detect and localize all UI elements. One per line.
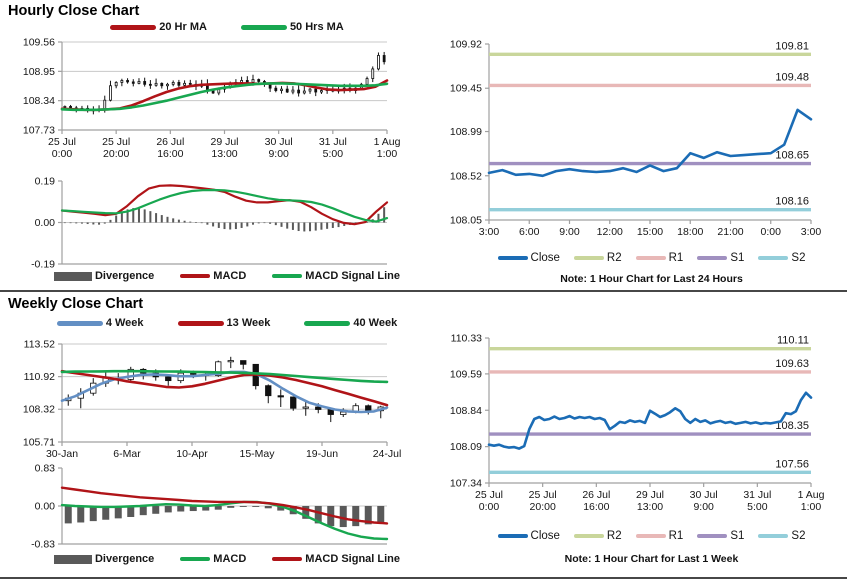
svg-text:25 Jul: 25 Jul (528, 489, 557, 501)
svg-text:108.52: 108.52 (449, 170, 482, 183)
legend-item-divergence (54, 270, 154, 282)
svg-text:15:00: 15:00 (636, 226, 664, 238)
legend-item-macd (180, 553, 246, 565)
svg-text:110.33: 110.33 (450, 332, 482, 345)
legend-label: Close (530, 252, 560, 264)
legend-swatch-divergence-icon (54, 272, 92, 281)
svg-text:105.71: 105.71 (22, 436, 55, 449)
svg-text:108.05: 108.05 (449, 214, 482, 227)
legend-label: 50 Hrs MA (289, 21, 344, 33)
level-line-s2 (489, 196, 811, 210)
level-line-r2 (489, 40, 811, 54)
legend-swatch-macd-icon (180, 274, 210, 278)
legend-item-macd-signal-line (272, 553, 400, 565)
svg-text:9:00: 9:00 (268, 148, 289, 160)
hourly-pivot-chart (432, 36, 847, 246)
svg-text:30 Jul: 30 Jul (689, 489, 718, 501)
legend-item-macd (180, 270, 246, 282)
svg-text:25 Jul: 25 Jul (474, 489, 504, 501)
legend-swatch-s1-icon (697, 256, 727, 260)
legend-label: 13 Week (226, 317, 271, 329)
hourly-price-chart (0, 36, 432, 170)
series-line-macd (62, 502, 387, 539)
svg-text:15-May: 15-May (239, 448, 275, 460)
legend-swatch-13-week-icon (178, 321, 224, 326)
legend-label: MACD (213, 270, 247, 282)
svg-text:19-Jun: 19-Jun (305, 448, 339, 460)
legend-item-13-week (178, 317, 271, 329)
hourly-macd-chart (0, 170, 432, 270)
svg-text:21:00: 21:00 (717, 226, 744, 238)
svg-text:30 Jul: 30 Jul (264, 136, 293, 148)
svg-text:108.95: 108.95 (22, 65, 55, 78)
svg-text:109.56: 109.56 (22, 36, 55, 49)
svg-text:0.19: 0.19 (34, 175, 55, 188)
svg-text:31 Jul: 31 Jul (318, 136, 347, 148)
legend-item-s2 (758, 530, 805, 542)
legend-label: S1 (730, 530, 745, 542)
legend-swatch-r2-icon (574, 534, 604, 538)
svg-text:109.45: 109.45 (449, 82, 482, 95)
legend-item-s2 (758, 252, 805, 264)
legend-label: 40 Week (353, 317, 398, 329)
svg-text:16:00: 16:00 (583, 501, 610, 513)
svg-text:16:00: 16:00 (157, 148, 184, 160)
svg-text:0.00: 0.00 (34, 217, 55, 229)
legend-swatch-50-hrs-ma-icon (241, 25, 287, 30)
hourly-pivot-note: Note: 1 Hour Chart for Last 24 Hours (560, 273, 743, 285)
svg-text:0.00: 0.00 (34, 500, 55, 513)
close-line (489, 110, 811, 176)
svg-text:20:00: 20:00 (529, 501, 556, 513)
legend-swatch-r1-icon (636, 256, 666, 260)
page-bottom-divider (0, 577, 847, 579)
close-line (489, 393, 811, 449)
legend-swatch-macd-signal-line-icon (272, 274, 302, 278)
svg-text:109.59: 109.59 (449, 368, 482, 381)
weekly-macd-legend (62, 553, 401, 565)
hourly-section-title: Hourly Close Chart (8, 3, 140, 19)
legend-item-40-week (304, 317, 397, 329)
svg-text:9:00: 9:00 (559, 226, 580, 238)
svg-text:29 Jul: 29 Jul (635, 489, 665, 501)
svg-text:108.84: 108.84 (449, 404, 482, 417)
svg-text:31 Jul: 31 Jul (743, 489, 772, 501)
legend-label: Close (530, 530, 560, 542)
legend-swatch-s2-icon (758, 534, 788, 538)
svg-text:-0.83: -0.83 (31, 538, 55, 551)
svg-text:0:00: 0:00 (760, 226, 781, 238)
svg-text:0:00: 0:00 (478, 501, 500, 513)
legend-swatch-s2-icon (758, 256, 788, 260)
hourly-pivot-legend (489, 252, 814, 264)
weekly-pivot-chart (432, 330, 847, 530)
legend-label: S1 (730, 252, 745, 264)
series-line-macd-signal-line (62, 190, 387, 222)
legend-swatch-close-icon (498, 534, 528, 538)
hourly-macd-legend (62, 270, 401, 282)
svg-text:18:00: 18:00 (677, 226, 704, 238)
svg-text:0.83: 0.83 (34, 462, 55, 475)
weekly-price-legend (62, 317, 398, 329)
legend-swatch-macd-icon (180, 557, 210, 561)
legend-item-4-week (57, 317, 144, 329)
weekly-macd-chart (0, 458, 432, 550)
legend-label: 20 Hr MA (159, 21, 207, 33)
svg-text:13:00: 13:00 (636, 501, 664, 513)
svg-text:0:00: 0:00 (51, 148, 73, 160)
legend-swatch-close-icon (498, 256, 528, 260)
legend-label: R2 (606, 252, 622, 264)
legend-item-50-hrs-ma (241, 21, 344, 33)
legend-label: S2 (791, 530, 806, 542)
svg-text:109.81: 109.81 (775, 40, 809, 53)
legend-swatch-macd-signal-line-icon (272, 557, 302, 561)
legend-label: MACD Signal Line (305, 270, 401, 282)
legend-swatch-4-week-icon (57, 321, 103, 326)
weekly-section-title: Weekly Close Chart (8, 296, 144, 312)
svg-text:107.56: 107.56 (775, 458, 809, 471)
svg-text:29 Jul: 29 Jul (210, 136, 239, 148)
weekly-pivot-legend (489, 530, 814, 542)
legend-label: R2 (606, 530, 622, 542)
legend-swatch-40-week-icon (304, 321, 350, 326)
legend-item-s1 (697, 530, 744, 542)
level-line-r1 (489, 71, 811, 85)
svg-text:26 Jul: 26 Jul (582, 489, 611, 501)
svg-text:109.92: 109.92 (449, 38, 482, 51)
level-line-s2 (489, 458, 811, 472)
svg-text:9:00: 9:00 (693, 501, 714, 513)
legend-item-r1 (636, 530, 684, 542)
legend-label: MACD (213, 553, 247, 565)
svg-text:5:00: 5:00 (322, 148, 344, 160)
svg-text:108.35: 108.35 (775, 420, 809, 433)
legend-item-r2 (574, 530, 622, 542)
svg-text:20:00: 20:00 (103, 148, 130, 160)
legend-label: S2 (791, 252, 806, 264)
svg-text:1 Aug: 1 Aug (373, 136, 401, 148)
svg-text:26 Jul: 26 Jul (156, 136, 185, 148)
svg-text:5:00: 5:00 (747, 501, 768, 513)
legend-item-s1 (697, 252, 744, 264)
legend-label: Divergence (94, 553, 155, 565)
legend-label: MACD Signal Line (305, 553, 401, 565)
svg-text:109.48: 109.48 (775, 71, 809, 84)
svg-text:108.65: 108.65 (775, 149, 809, 162)
level-line-r2 (489, 335, 811, 349)
svg-text:1 Aug: 1 Aug (797, 489, 825, 501)
legend-item-20-hr-ma (110, 21, 207, 33)
svg-text:25 Jul: 25 Jul (47, 136, 77, 148)
legend-item-r1 (636, 252, 684, 264)
legend-swatch-s1-icon (697, 534, 727, 538)
svg-text:10-Apr: 10-Apr (176, 448, 208, 460)
legend-label: R1 (668, 530, 684, 542)
svg-text:108.34: 108.34 (22, 95, 55, 108)
svg-text:6:00: 6:00 (519, 226, 540, 238)
svg-text:1:00: 1:00 (376, 148, 398, 160)
svg-text:108.16: 108.16 (775, 195, 809, 208)
svg-text:24-Jul: 24-Jul (372, 448, 402, 460)
hourly-price-legend (62, 21, 392, 33)
level-line-r1 (489, 358, 811, 372)
svg-text:-0.19: -0.19 (31, 258, 55, 271)
svg-text:13:00: 13:00 (211, 148, 238, 160)
svg-text:107.73: 107.73 (22, 124, 55, 137)
svg-text:30-Jan: 30-Jan (45, 448, 79, 460)
legend-swatch-r1-icon (636, 534, 666, 538)
legend-label: 4 Week (105, 317, 144, 329)
svg-text:110.92: 110.92 (23, 371, 55, 384)
legend-label: Divergence (94, 270, 155, 282)
svg-text:6-Mar: 6-Mar (113, 448, 141, 460)
legend-swatch-divergence-icon (54, 555, 92, 564)
svg-text:110.11: 110.11 (776, 334, 809, 347)
legend-item-close (498, 530, 560, 542)
svg-text:3:00: 3:00 (800, 226, 822, 238)
svg-text:113.52: 113.52 (23, 338, 55, 351)
legend-swatch-r2-icon (574, 256, 604, 260)
svg-text:108.09: 108.09 (449, 441, 482, 454)
weekly-price-chart (0, 334, 432, 462)
legend-label: R1 (668, 252, 684, 264)
svg-text:12:00: 12:00 (596, 226, 623, 238)
weekly-pivot-note: Note: 1 Hour Chart for Last 1 Week (564, 553, 739, 565)
legend-item-close (498, 252, 560, 264)
legend-swatch-20-hr-ma-icon (110, 25, 156, 30)
svg-text:3:00: 3:00 (478, 226, 500, 238)
section-divider-top (0, 290, 847, 292)
legend-item-macd-signal-line (272, 270, 400, 282)
legend-item-divergence (54, 553, 154, 565)
legend-item-r2 (574, 252, 622, 264)
svg-text:108.99: 108.99 (449, 126, 482, 139)
svg-text:108.32: 108.32 (22, 403, 55, 416)
svg-text:25 Jul: 25 Jul (102, 136, 131, 148)
level-line-s1 (489, 150, 811, 164)
svg-text:109.63: 109.63 (775, 357, 809, 370)
svg-text:1:00: 1:00 (800, 501, 822, 513)
svg-text:107.34: 107.34 (449, 477, 482, 490)
